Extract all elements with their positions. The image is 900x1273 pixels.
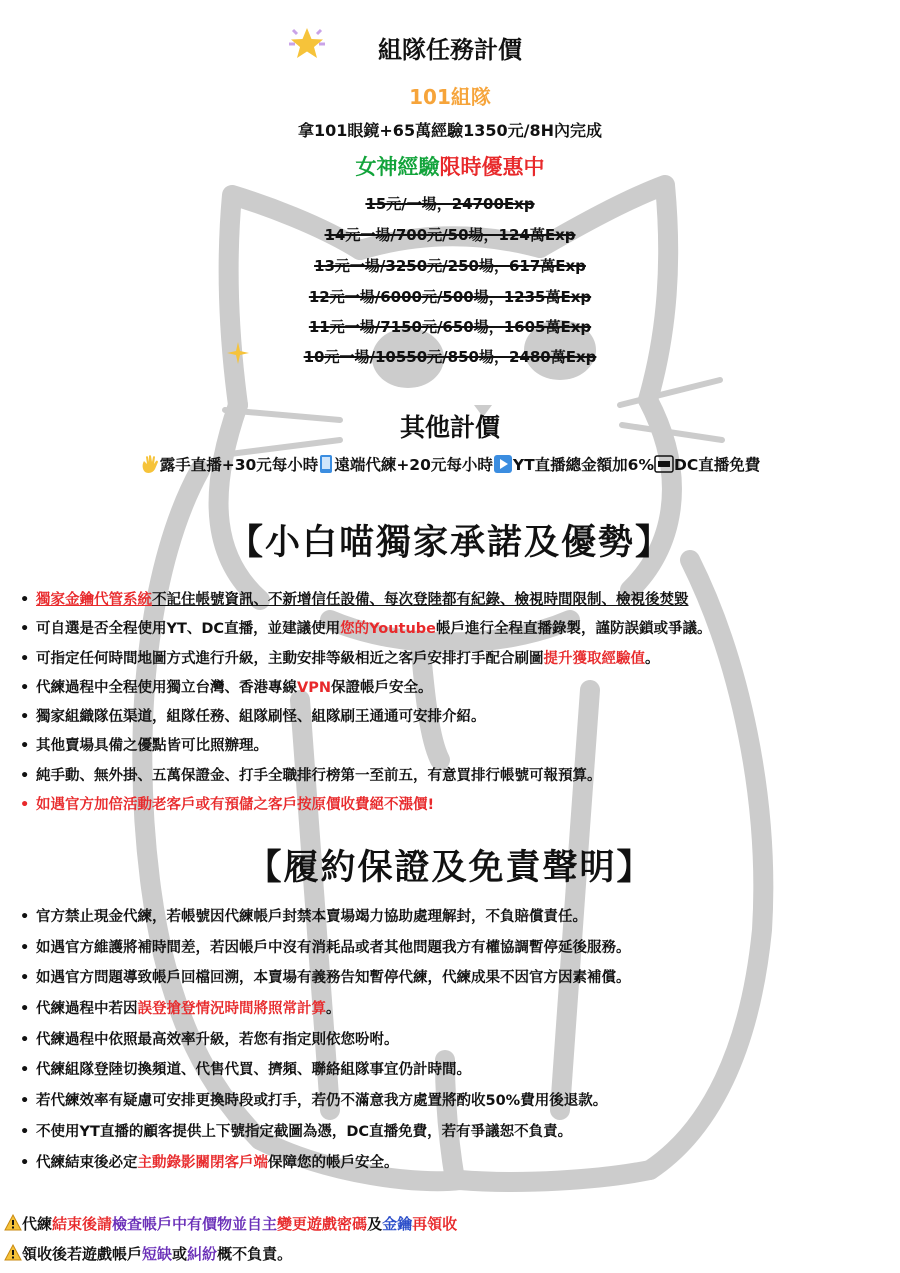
other-item-yt: YT直播總金額加6% [512,456,654,474]
offer-line: 拿101眼鏡+65萬經驗1350元/8H內完成 [298,121,602,140]
list-item: • 如遇官方維護將補時間差，若因帳戶中沒有消耗品或者其他問題我方有權協調暫停延後服務。 [18,933,631,964]
section-heading-disclaimer: 【履約保證及免責聲明】 [246,848,654,888]
list-item: • 純手動、無外掛、五萬保證金、打手全職排行榜第一至前五，有意買排行帳號可報預算。 [18,762,712,791]
price-tier-1: 15元/一場，24700Exp [365,195,535,213]
list-item: • 代練結束後必定主動錄影關閉客戶端保障您的帳戶安全。 [18,1148,631,1179]
list-item: • 代練組隊登陸切換頻道、代售代買、擠頻、聯絡組隊事宜仍計時間。 [18,1055,631,1086]
free-badge-icon [654,454,674,478]
other-pricing-heading: 其他計價 [399,413,500,442]
subtitle: 101組隊 [409,85,491,109]
price-tier-5: 11元一場/7150元/650場，1605萬Exp [308,318,592,336]
list-item: • 可指定任何時間地圖方式進行升級，主動安排等級相近之客戶安排打手配合刷圖提升獲取經驗值。 [18,645,712,674]
warning-line-2: 領收後若遊戲帳戶短缺或糾紛概不負責。 [4,1243,292,1265]
mobile-phone-icon [318,454,334,478]
promo-red: 限時優惠中 [439,155,545,179]
list-item: • 官方禁止現金代練，若帳號因代練帳戶封禁本賣場竭力協助處理解封，不負賠償責任。 [18,902,631,933]
promo-green: 女神經驗 [355,155,440,179]
promo-line [0,151,900,181]
list-item: • 獨家金鑰代管系統不記住帳號資訊、不新增信任設備、每次登陸都有紀錄、檢視時間限制、檢視後焚毀 [18,586,712,615]
list-item: • 如遇官方問題導致帳戶回檔回溯，本賣場有義務告知暫停代練，代練成果不因官方因素補償。 [18,963,631,994]
other-item-live-hands: 露手直播+30元每小時 [159,456,319,474]
list-item: • 如遇官方加倍活動老客戶或有預儲之客戶按原價收費絕不漲價! [18,791,712,820]
other-pricing-line [0,453,900,478]
price-tier-3: 13元一場/3250元/250場，617萬Exp [314,257,586,275]
list-item: • 不使用YT直播的顧客提供上下號指定截圖為憑，DC直播免費，若有爭議恕不負責。 [18,1117,631,1148]
warning-icon [4,1214,22,1235]
section-heading-advantages: 【小白喵獨家承諾及優勢】 [227,523,672,563]
advantages-list [18,586,712,820]
list-item: • 其他賣場具備之優點皆可比照辦理。 [18,732,712,761]
price-tier-4: 12元一場/6000元/500場，1235萬Exp [308,288,592,306]
page-title: 組隊任務計價 [378,36,522,64]
list-item: • 代練過程中若因誤登搶登情況時間將照常計算。 [18,994,631,1025]
list-item: • 若代練效率有疑慮可安排更換時段或打手，若仍不滿意我方處置將酌收50%費用後退款。 [18,1086,631,1117]
price-tier-2: 14元一場/700元/50場，124萬Exp [324,226,576,244]
list-item: • 代練過程中依照最高效率升級，若您有指定則依您吩咐。 [18,1025,631,1056]
list-item: • 代練過程中全程使用獨立台灣、香港專線VPN保證帳戶安全。 [18,674,712,703]
warning-icon [4,1244,22,1265]
waving-hand-icon [140,454,160,478]
other-item-remote: 遠端代練+20元每小時 [334,456,493,474]
price-tier-6: 10元一場/10550元/850場，2480萬Exp [303,348,597,366]
play-button-icon [493,454,513,478]
list-item: • 可自選是否全程使用YT、DC直播，並建議使用您的Youtube帳戶進行全程直播錄製，謹防誤鎖或爭議。 [18,615,712,644]
list-item: • 獨家組織隊伍渠道，組隊任務、組隊刷怪、組隊刷王通通可安排介紹。 [18,703,712,732]
key-system-highlight: 獨家金鑰代管系統 [36,592,152,608]
disclaimer-list [18,902,631,1178]
other-item-dc: DC直播免費 [674,456,761,474]
warning-line-1: 代練結束後請檢查帳戶中有價物並自主變更遊戲密碼及金鑰再領收 [4,1213,457,1235]
